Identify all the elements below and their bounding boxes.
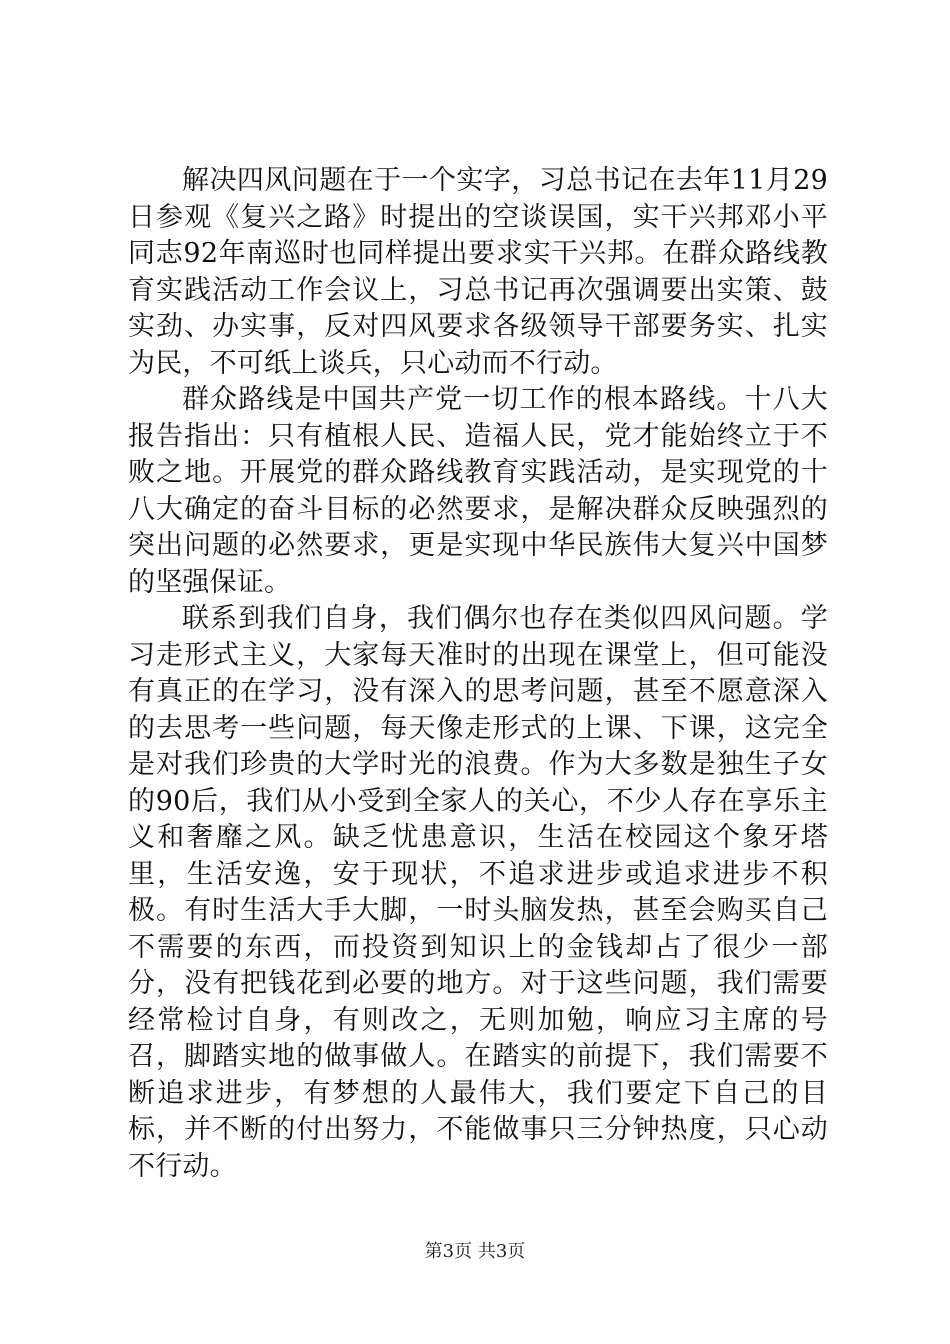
- paragraph-2: 群众路线是中国共产党一切工作的根本路线。十八大报告指出：只有植根人民、造福人民，党才能始终立于不败之地。开展党的群众路线教育实践活动，是实现党的十八大确定的奋斗目标的必然要求，是解决群众反映强烈的突出问题的必然要求，更是实现中华民族伟大复兴中国梦的坚强保证。: [128, 384, 828, 598]
- paragraph-3: 联系到我们自身，我们偶尔也存在类似四风问题。学习走形式主义，大家每天准时的出现在课堂上，但可能没有真正的在学习，没有深入的思考问题，甚至不愿意深入的去思考一些问题，每天像走形式的上课、下课，这完全是对我们珍贵的大学时光的浪费。作为大多数是独生子女的90后，我们从小受到全家人的关心，不少人存在享乐主义和奢靡之风。缺乏忧患意识，生活在校园这个象牙塔里，生活安逸，安于现状，不追求进步或追求进步不积极。有时生活大手大脚，一时头脑发热，甚至会购买自己不需要的东西，而投资到知识上的金钱却占了很少一部分，没有把钱花到必要的地方。对于这些问题，我们需要经常检讨自身，有则改之，无则加勉，响应习主席的号召，脚踏实地的做事做人。在踏实的前提下，我们需要不断追求进步，有梦想的人最伟大，我们要定下自己的目标，并不断的付出努力，不能做事只三分钟热度，只心动不行动。: [128, 603, 828, 1182]
- page-footer: 第3页 共3页: [424, 1241, 526, 1262]
- document-body: [128, 163, 828, 1185]
- paragraph-1: 解决四风问题在于一个实字，习总书记在去年11月29日参观《复兴之路》时提出的空谈误国，实干兴邦邓小平同志92年南巡时也同样提出要求实干兴邦。在群众路线教育实践活动工作会议上，习总书记再次强调要出实策、鼓实劲、办实事，反对四风要求各级领导干部要务实、扎实为民，不可纸上谈兵，只心动而不行动。: [128, 165, 828, 379]
